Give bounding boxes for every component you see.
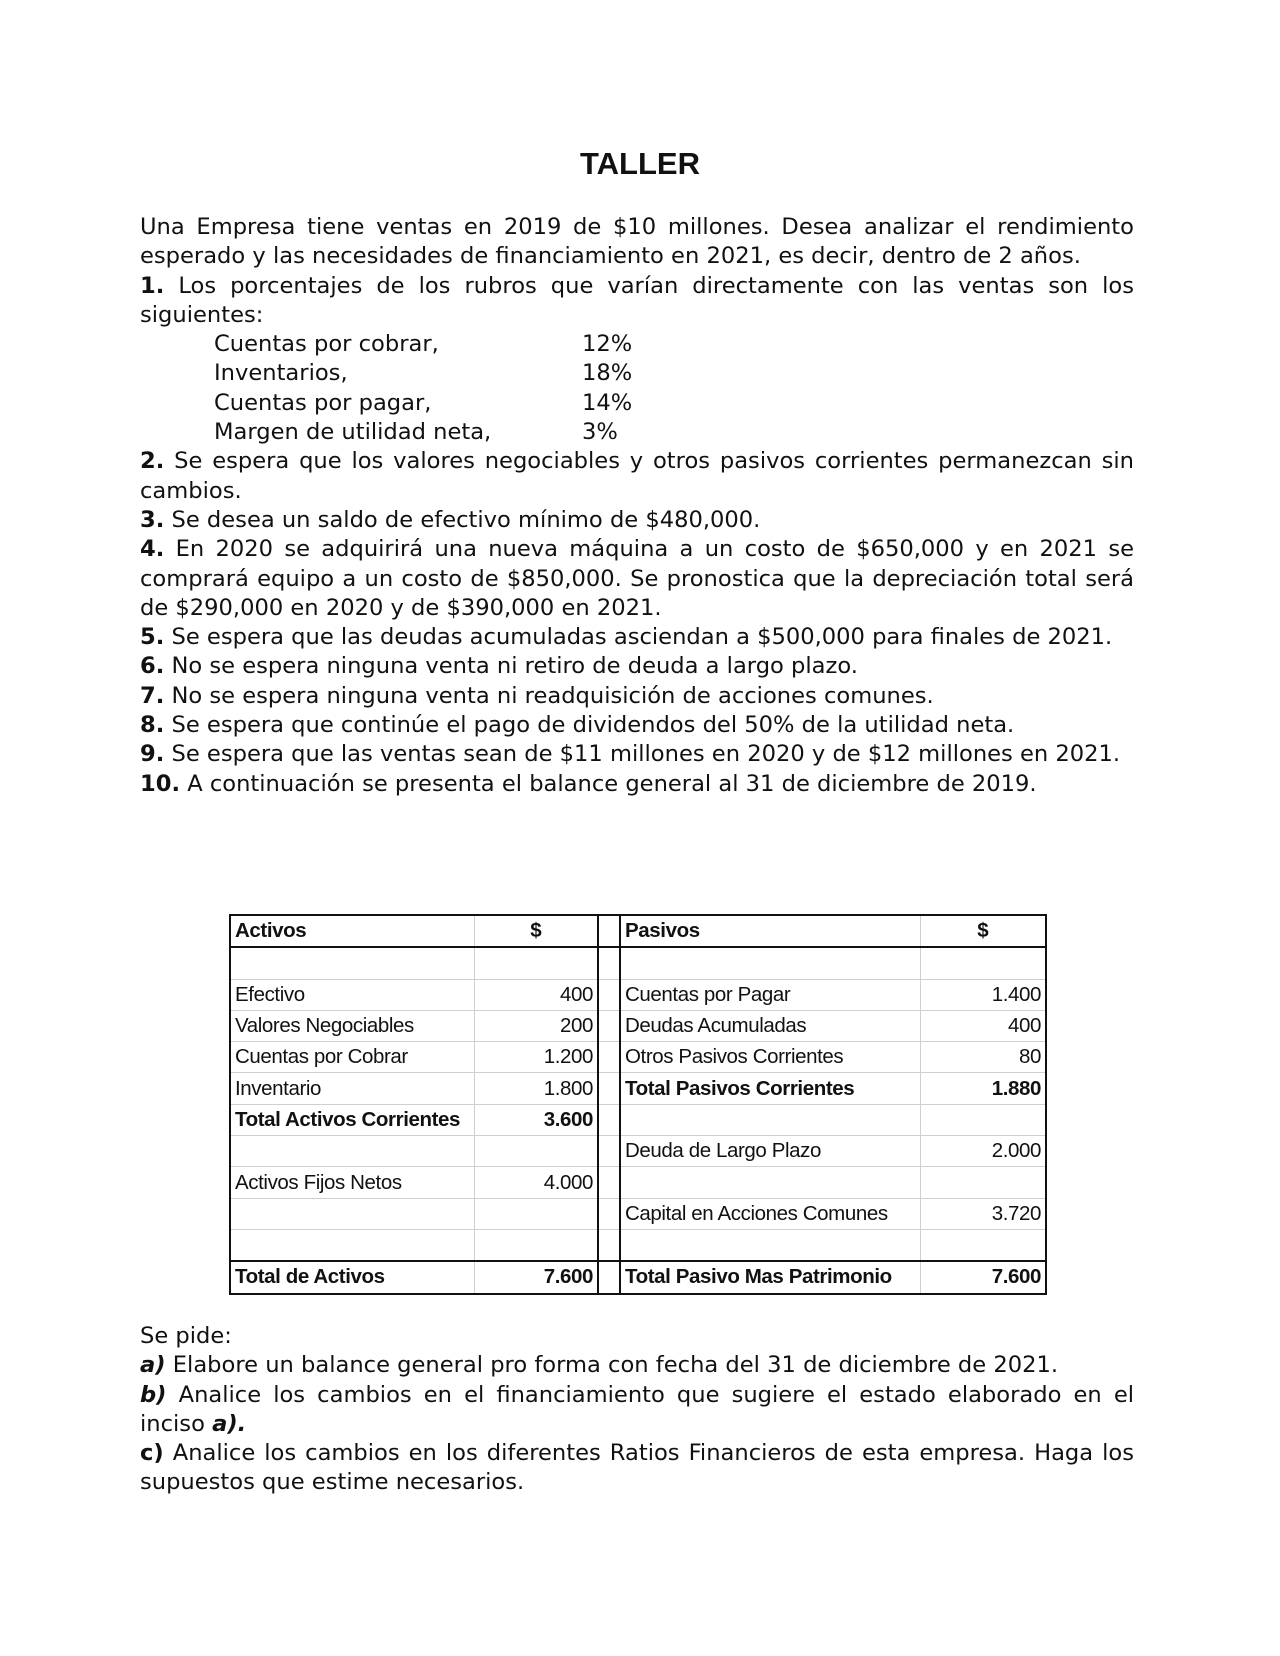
item-1 [140, 272, 1134, 331]
table-header-row [230, 915, 1046, 947]
rubro-percent: 3% [582, 419, 618, 446]
rubro-percent: 18% [582, 360, 633, 387]
rubro-row [214, 330, 1134, 359]
activo-label: Cuentas por Cobrar [230, 1042, 474, 1073]
total-row [230, 1261, 1046, 1293]
item-8 [140, 711, 1134, 740]
table-row [230, 1229, 1046, 1261]
item-text: Se espera que los valores negociables y otros pasivos corrientes permanezcan sin cambios. [140, 448, 1134, 504]
item-number: 7. [140, 682, 165, 709]
item-2 [140, 447, 1134, 506]
item-text: Se desea un saldo de efectivo mínimo de $480,000. [171, 506, 761, 533]
task-b [140, 1381, 1134, 1440]
item-number: 6. [140, 653, 165, 680]
rubro-percent: 14% [582, 389, 633, 416]
pasivo-label [620, 1167, 920, 1198]
total-activos-value: 7.600 [474, 1261, 598, 1293]
column-divider [598, 947, 620, 979]
column-divider [598, 1261, 620, 1293]
item-number: 8. [140, 712, 165, 739]
item-text: Los porcentajes de los rubros que varían directamente con las ventas son los siguientes: [140, 272, 1134, 328]
rubro-name: Cuentas por cobrar, [214, 331, 439, 358]
pasivo-value: 400 [920, 1010, 1046, 1041]
activo-label: Activos Fijos Netos [230, 1167, 474, 1198]
item-number: 2. [140, 448, 165, 475]
table-row [230, 979, 1046, 1010]
pasivo-label: Capital en Acciones Comunes [620, 1198, 920, 1229]
document-title: TALLER [580, 146, 700, 181]
activo-label: Valores Negociables [230, 1010, 474, 1041]
item-10 [140, 770, 1134, 799]
item-number: 5. [140, 624, 165, 651]
rubro-row [214, 389, 1134, 418]
table-row [230, 1167, 1046, 1198]
item-text: Se espera que continúe el pago de dividendos del 50% de la utilidad neta. [171, 712, 1015, 739]
item-9 [140, 740, 1134, 769]
pasivo-label: Cuentas por Pagar [620, 979, 920, 1010]
pasivo-label [620, 1104, 920, 1135]
pasivo-value [920, 1167, 1046, 1198]
item-text: No se espera ninguna venta ni retiro de deuda a largo plazo. [171, 653, 858, 680]
table-row [230, 1073, 1046, 1104]
activo-label: Inventario [230, 1073, 474, 1104]
item-6 [140, 652, 1134, 681]
total-activos-label: Total de Activos [230, 1261, 474, 1293]
column-divider [598, 1167, 620, 1198]
pasivo-value: 3.720 [920, 1198, 1046, 1229]
pasivo-value: 1.400 [920, 979, 1046, 1010]
activo-label: Efectivo [230, 979, 474, 1010]
task-c [140, 1439, 1134, 1498]
column-divider [598, 1198, 620, 1229]
activo-value: 1.200 [474, 1042, 598, 1073]
task-letter: a) [140, 1352, 166, 1379]
pasivo-value [920, 1229, 1046, 1261]
total-pasivos-value: 7.600 [920, 1261, 1046, 1293]
column-divider [598, 1010, 620, 1041]
pasivo-label: Otros Pasivos Corrientes [620, 1042, 920, 1073]
pasivo-subtotal-value: 1.880 [920, 1073, 1046, 1104]
balance-sheet [229, 914, 1045, 1290]
requirements-section [140, 1322, 1134, 1498]
task-reference: a). [212, 1410, 247, 1437]
pasivo-value: 80 [920, 1042, 1046, 1073]
pasivos-currency-header: $ [920, 915, 1046, 947]
intro-paragraph: Una Empresa tiene ventas en 2019 de $10 millones. Desea analizar el rendimiento esperado y las necesidades de financiamiento en 2021, es decir, dentro de 2 años. [140, 214, 1134, 270]
activos-header: Activos [230, 915, 474, 947]
task-text: Elabore un balance general pro forma con fecha del 31 de diciembre de 2021. [172, 1352, 1059, 1379]
activo-value: 4.000 [474, 1167, 598, 1198]
rubro-percent: 12% [582, 331, 633, 358]
item-3 [140, 506, 1134, 535]
column-divider [598, 979, 620, 1010]
task-a [140, 1351, 1134, 1380]
pasivo-value [920, 947, 1046, 979]
activo-value [474, 1229, 598, 1261]
table-row [230, 1010, 1046, 1041]
rubro-name: Cuentas por pagar, [214, 389, 432, 416]
column-divider [598, 1073, 620, 1104]
activo-value [474, 1198, 598, 1229]
table-row [230, 947, 1046, 979]
table-row [230, 1136, 1046, 1167]
column-divider [598, 1229, 620, 1261]
pasivo-label [620, 1229, 920, 1261]
item-number: 10. [140, 770, 181, 797]
activo-subtotal-value: 3.600 [474, 1104, 598, 1135]
rubros-list [140, 330, 1134, 447]
rubro-row [214, 359, 1134, 388]
item-text: En 2020 se adquirirá una nueva máquina a un costo de $650,000 y en 2021 se comprará equipo a un costo de $850,000. Se pronostica que la depreciación total será de $290,000 en 2020 y de $390,000 en 2021. [140, 536, 1134, 621]
activo-label [230, 1229, 474, 1261]
pasivo-label [620, 947, 920, 979]
activo-value [474, 1136, 598, 1167]
activo-subtotal-label: Total Activos Corrientes [230, 1104, 474, 1135]
activo-label [230, 1198, 474, 1229]
table-row [230, 1198, 1046, 1229]
task-letter: c) [140, 1440, 164, 1467]
rubro-name: Margen de utilidad neta, [214, 419, 492, 446]
item-text: No se espera ninguna venta ni readquisición de acciones comunes. [171, 682, 934, 709]
item-text: Se espera que las deudas acumuladas asciendan a $500,000 para finales de 2021. [171, 624, 1113, 651]
item-number: 4. [140, 536, 165, 563]
table-row [230, 1104, 1046, 1135]
item-number: 1. [140, 272, 165, 299]
item-5 [140, 623, 1134, 652]
activo-value [474, 947, 598, 979]
item-7 [140, 682, 1134, 711]
balance-table [229, 914, 1047, 1295]
task-text: Analice los cambios en los diferentes Ratios Financieros de esta empresa. Haga los supuestos que estime necesarios. [140, 1440, 1134, 1496]
item-text: Se espera que las ventas sean de $11 millones en 2020 y de $12 millones en 2021. [171, 741, 1121, 768]
item-text: A continuación se presenta el balance general al 31 de diciembre de 2019. [187, 770, 1037, 797]
rubro-row [214, 418, 1134, 447]
task-text: Analice los cambios en el financiamiento que sugiere el estado elaborado en el inciso [140, 1381, 1135, 1437]
total-pasivos-label: Total Pasivo Mas Patrimonio [620, 1261, 920, 1293]
activos-currency-header: $ [474, 915, 598, 947]
activo-value: 400 [474, 979, 598, 1010]
table-row [230, 1042, 1046, 1073]
column-divider [598, 1136, 620, 1167]
task-letter: b) [140, 1381, 167, 1408]
item-number: 3. [140, 506, 165, 533]
se-pide-label: Se pide: [140, 1323, 232, 1349]
pasivos-header: Pasivos [620, 915, 920, 947]
pasivo-value: 2.000 [920, 1136, 1046, 1167]
pasivo-value [920, 1104, 1046, 1135]
item-4 [140, 535, 1134, 623]
item-number: 9. [140, 741, 165, 768]
pasivo-label: Deudas Acumuladas [620, 1010, 920, 1041]
activo-value: 1.800 [474, 1073, 598, 1104]
column-divider [598, 915, 620, 947]
problem-statement [140, 213, 1134, 799]
column-divider [598, 1104, 620, 1135]
pasivo-label: Deuda de Largo Plazo [620, 1136, 920, 1167]
activo-value: 200 [474, 1010, 598, 1041]
pasivo-subtotal-label: Total Pasivos Corrientes [620, 1073, 920, 1104]
activo-label [230, 947, 474, 979]
column-divider [598, 1042, 620, 1073]
activo-label [230, 1136, 474, 1167]
rubro-name: Inventarios, [214, 360, 348, 387]
